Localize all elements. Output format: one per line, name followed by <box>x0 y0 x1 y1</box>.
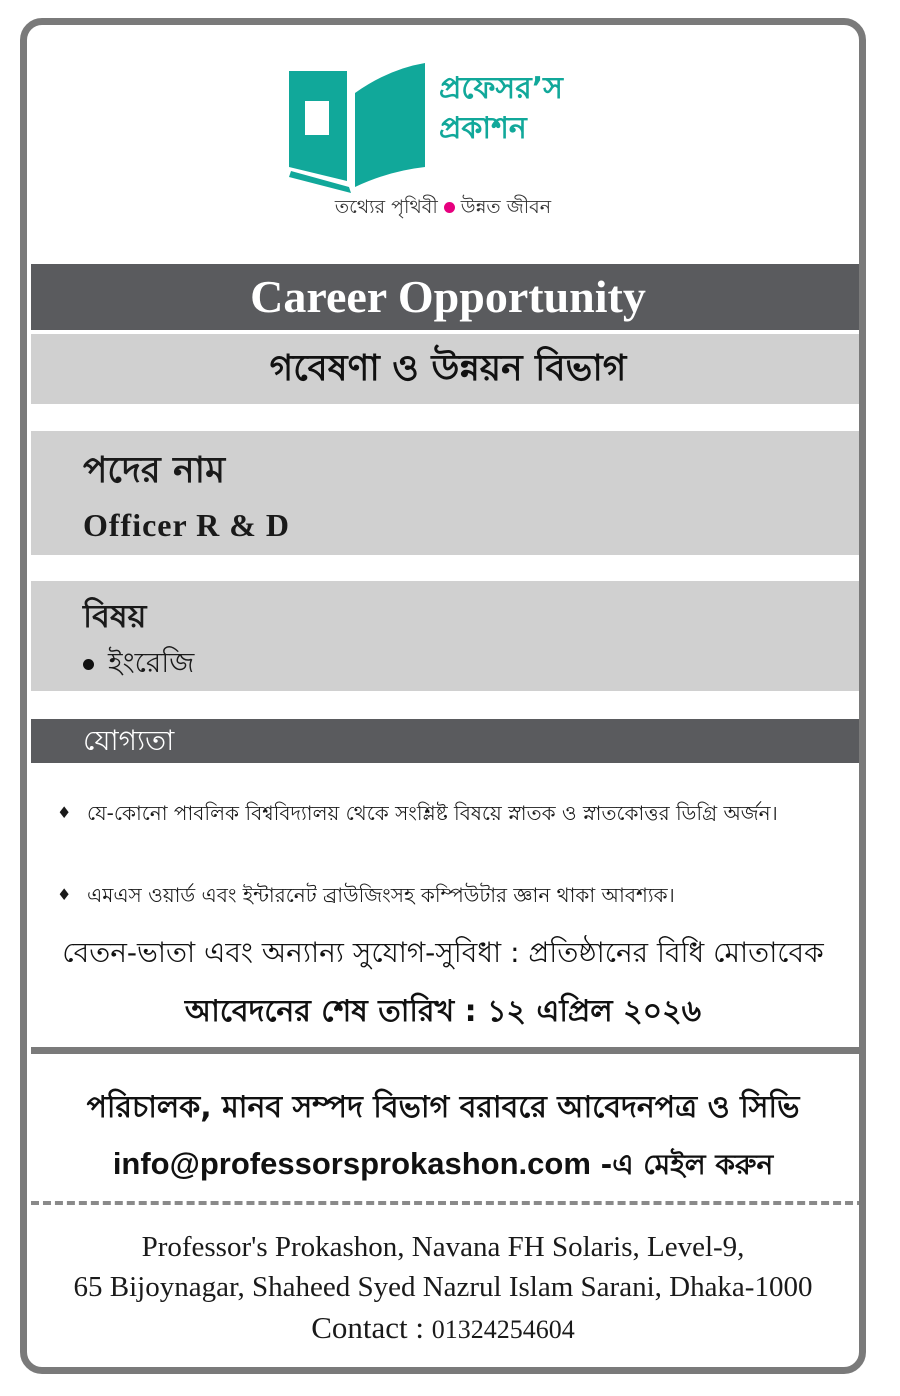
dashed-divider <box>31 1201 865 1205</box>
contact-number[interactable]: 01324254604 <box>431 1315 575 1344</box>
post-value: Officer R & D <box>83 507 290 543</box>
email-suffix: -এ মেইল করুন <box>590 1148 774 1181</box>
ad-frame <box>20 18 866 1374</box>
post-heading: পদের নাম <box>83 450 226 491</box>
address-line2: 65 Bijoynagar, Shaheed Syed Nazrul Islam Sarani, Dhaka-1000 <box>73 1271 813 1303</box>
publisher-name-line2: প্রকাশন <box>439 111 527 146</box>
subject-section <box>31 581 865 691</box>
department-heading: গবেষণা ও উন্নয়ন বিভাগ <box>31 334 865 404</box>
tagline <box>27 193 859 225</box>
bullet-icon <box>83 659 94 670</box>
apply-email-line <box>27 1143 859 1190</box>
publisher-logo <box>289 63 609 203</box>
qualification-heading: যোগ্যতা <box>83 724 175 757</box>
diamond-bullet-icon: ♦ <box>57 803 72 822</box>
qualification-item: ♦ যে-কোনো পাবলিক বিশ্ববিদ্যালয় থেকে সংশ্লিষ্ট বিষয়ে স্নাতক ও স্নাতকোত্তর ডিগ্রি অর্জন। <box>57 795 857 867</box>
tagline-dot <box>444 202 455 213</box>
diamond-bullet-icon: ♦ <box>57 885 72 904</box>
publisher-name <box>439 69 563 149</box>
address-line1: Professor's Prokashon, Navana FH Solaris, Level-9, <box>141 1231 745 1263</box>
divider <box>31 1047 865 1054</box>
qualification-item: ♦ এমএস ওয়ার্ড এবং ইন্টারনেট ব্রাউজিংসহ কম্পিউটার জ্ঞান থাকা আবশ্যক। <box>57 877 857 913</box>
subject-item: ইংরেজি <box>83 641 194 688</box>
publisher-name-line1: প্রফেসর’স <box>439 71 563 106</box>
qualification-header <box>31 719 865 763</box>
page-title: Career Opportunity <box>31 264 865 330</box>
contact-label: Contact : <box>311 1310 432 1345</box>
email-link[interactable]: info@professorsprokashon.com <box>112 1146 591 1181</box>
apply-instructions: পরিচালক, মানব সম্পদ বিভাগ বরাবরে আবেদনপত্র ও সিভি <box>86 1090 800 1125</box>
subject-heading: বিষয় <box>83 597 147 635</box>
tagline-part1: তথ্যের পৃথিবী <box>334 196 438 218</box>
contact-line <box>27 1310 859 1346</box>
open-book-logo-icon <box>289 63 427 193</box>
application-deadline: আবেদনের শেষ তারিখ : ১২ এপ্রিল ২০২৬ <box>184 994 702 1029</box>
tagline-part2: উন্নত জীবন <box>460 196 552 218</box>
post-section <box>31 431 865 555</box>
salary-info: বেতন-ভাতা এবং অন্যান্য সুযোগ-সুবিধা : প্রতিষ্ঠানের বিধি মোতাবেক <box>62 936 824 969</box>
